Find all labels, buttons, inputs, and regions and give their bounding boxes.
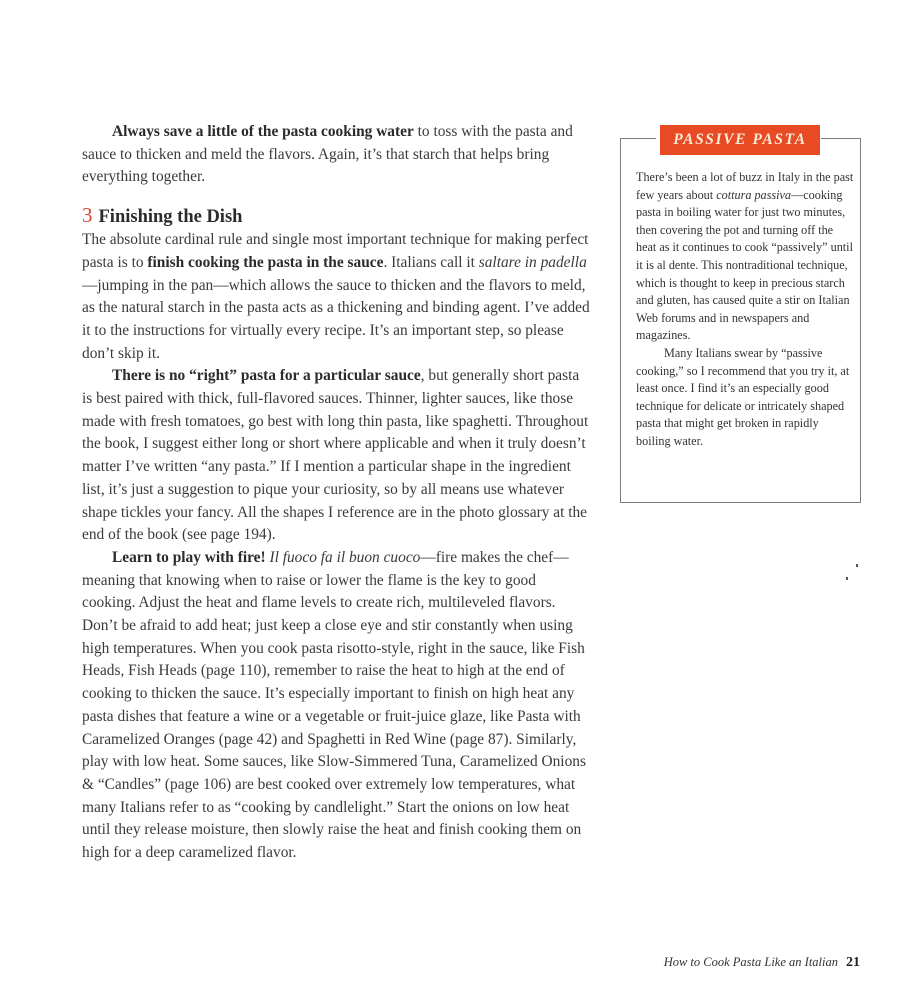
paragraph-right-pasta: There is no “right” pasta for a particular sauce, but generally short pasta is best paired with thick, full-flavored sauces. Thinner, lighter sauces, like those made with fresh tomatoes, go best with long thin pasta, like spaghetti. Throughout the book, I suggest either long or short where applicable and when it truly doesn’t matter I’ve written “any pasta.” If I mention a particular shape in the ingredient list, it’s just a suggestion to pique your curiosity, so by all means use whatever shape tickles your fancy. All the shapes I reference are in the photo glossary at the end of the book (see page 194). (82, 367, 589, 544)
running-title: How to Cook Pasta Like an Italian (663, 955, 838, 969)
sidebar-paragraph: There’s been a lot of buzz in Italy in the past few years about cottura passiva—cooking pasta in boiling water for just two minutes, then covering the pot and turning off the heat as it continues to cook “passively” until it is al dente. This nontraditional technique, which is thought to keep in precious starch and gluten, has caused quite a stir on Italian Web forums and in newspapers and magazines. (636, 170, 854, 343)
page-number: 21 (846, 955, 860, 970)
bold-lead: Learn to play with fire! (112, 548, 266, 566)
box-border-top-left (620, 138, 656, 139)
box-border-top-right (821, 138, 861, 139)
page-footer (664, 955, 860, 971)
section-number: 3 (82, 203, 93, 228)
bold-lead: Always save a little of the pasta cooking water (112, 123, 414, 140)
section-heading (82, 203, 592, 229)
sidebar-body (636, 169, 854, 451)
main-column (82, 121, 592, 865)
sidebar-paragraph: Many Italians swear by “passive cooking,” so I recommend that you try it, at least once. I find it’s an especially good technique for delicate or intricately shaped pasta that might get broken in rapidly boiling water. (636, 345, 850, 448)
bold-lead: There is no “right” pasta for a particular sauce (112, 367, 421, 385)
sidebar-box (620, 131, 861, 503)
paragraph-finish-in-sauce: The absolute cardinal rule and single most important technique for making perfect pasta is to finish cooking the pasta in the sauce. Italians call it saltare in padella—jumping in the pan—which allows the sauce to thicken and the flavors to meld, as the natural starch in the pasta acts as a thickening and binding agent. I’ve added it to the instructions for virtually every recipe. It’s an important step, so please don’t skip it. (82, 231, 590, 362)
paragraph-play-with-fire: Learn to play with fire! Il fuoco fa il buon cuoco—fire makes the chef—meaning that knowing when to raise or lower the flame is the key to good cooking. Adjust the heat and flame levels to create rich, multileveled flavors. Don’t be afraid to add heat; just keep a close eye and stir constantly when using high temperatures. When you cook pasta risotto-style, right in the sauce, like Fish Heads, Fish Heads (page 110), remember to raise the heat to high at the end of cooking to thicken the sauce. It’s especially important to finish on high heat any pasta dishes that feature a wine or a vegetable or fruit-juice glaze, like Pasta with Caramelized Oranges (page 42) and Spaghetti in Red Wine (page 87). Similarly, play with low heat. Some sauces, like Slow-Simmered Tuna, Caramelized Onions & “Candles” (page 106) are best cooked over extremely low temperatures, what many Italians refer to as “cooking by candlelight.” Start the onions on low heat until they release moisture, then slowly raise the heat and finish cooking them on high for a deep caramelized flavor. (82, 548, 586, 862)
sidebar-title: PASSIVE PASTA (660, 125, 820, 155)
section-title: Finishing the Dish (98, 207, 243, 228)
scan-speck (856, 564, 858, 567)
paragraph-save-water: Always save a little of the pasta cooking water to toss with the pasta and sauce to thicken and meld the flavors. Again, it’s that starch that helps bring everything together. (82, 123, 573, 186)
scan-speck (846, 577, 848, 580)
